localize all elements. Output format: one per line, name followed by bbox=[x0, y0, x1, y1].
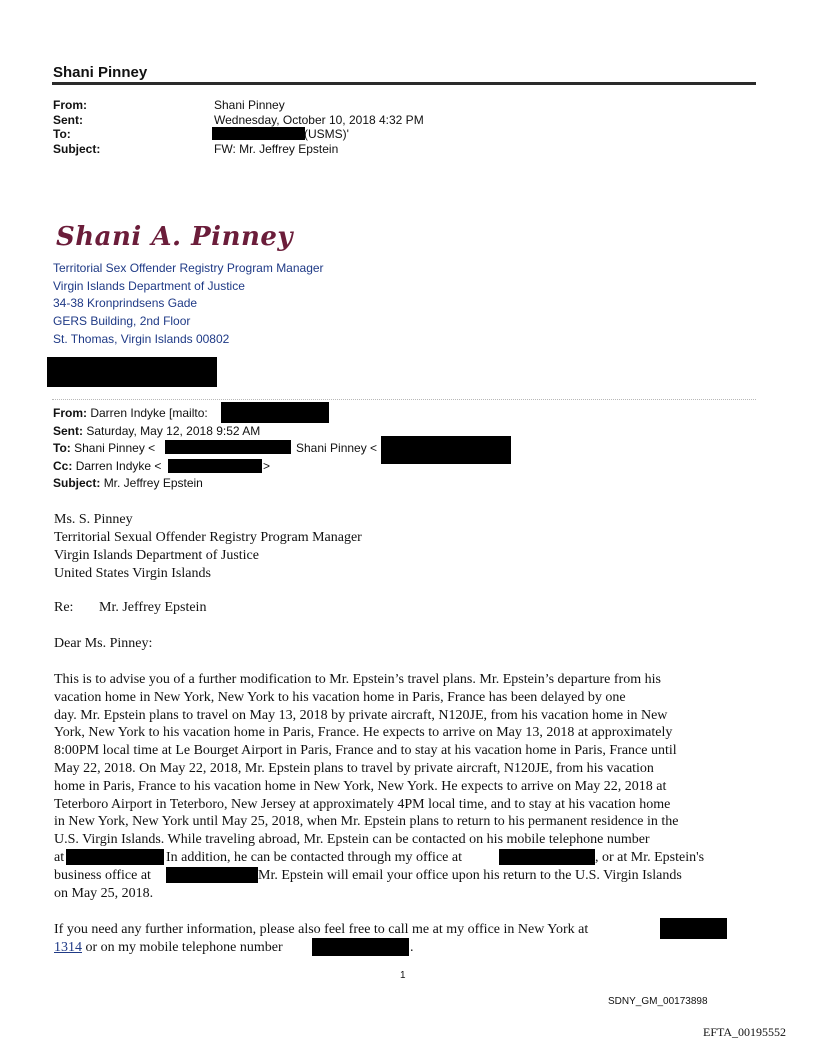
body-line: home in Paris, France to his vacation home in New York, New York. He expects to arrive on May 22, 2018 at bbox=[54, 778, 667, 794]
body-line: May 22, 2018. On May 22, 2018, Mr. Epstein plans to travel by private aircraft, N120JE, from his vacation bbox=[54, 760, 654, 776]
from-value: Shani Pinney bbox=[214, 98, 285, 112]
body-line: 1314 or on my mobile telephone number . bbox=[54, 940, 414, 955]
redaction-block bbox=[221, 402, 329, 423]
redaction-block bbox=[660, 918, 727, 939]
sent-label: Sent: bbox=[53, 112, 83, 127]
to-label: To: bbox=[53, 127, 71, 141]
redaction-block bbox=[165, 440, 291, 454]
body-paragraph-1 bbox=[54, 671, 759, 902]
forwarded-header bbox=[53, 405, 378, 493]
signature-block bbox=[53, 260, 324, 349]
redaction-block bbox=[312, 938, 409, 956]
forwarded-from: From: Darren Indyke [mailto: bbox=[53, 405, 260, 423]
email-header-values bbox=[214, 98, 424, 156]
body-line: 8:00PM local time at Le Bourget Airport in Paris, France and to stay at his vacation home in Paris, France until bbox=[54, 743, 677, 759]
body-line: This is to advise you of a further modification to Mr. Epstein’s travel plans. Mr. Epstein’s departure from his bbox=[54, 672, 661, 687]
body-paragraph-2 bbox=[54, 921, 759, 957]
forwarded-cc: Cc: Darren Indyke < > bbox=[53, 458, 271, 473]
forward-divider bbox=[52, 399, 756, 400]
page-number: 1 bbox=[400, 970, 406, 981]
body-line: at In addition, he can be contacted through my office at , or at Mr. Epstein's bbox=[54, 849, 705, 865]
to-value: (USMS)' bbox=[214, 127, 424, 142]
redaction-block bbox=[168, 459, 262, 473]
address-line: Territorial Sexual Offender Registry Program Manager bbox=[54, 530, 362, 545]
document-header-name: Shani Pinney bbox=[53, 64, 148, 81]
recipient-address bbox=[54, 511, 362, 583]
subject-value: FW: Mr. Jeffrey Epstein bbox=[214, 141, 339, 156]
body-line: vacation home in New York, New York to his vacation home in Paris, France has been delayed by one bbox=[54, 689, 626, 705]
forwarded-to: To: Shani Pinney < Shani Pinney < bbox=[53, 440, 260, 458]
address-line: Virgin Islands Department of Justice bbox=[54, 548, 259, 563]
forwarded-subject: Subject: Mr. Jeffrey Epstein bbox=[53, 476, 203, 490]
signature-script: Shani A. Pinney bbox=[56, 222, 294, 252]
body-line: York, New York to his vacation home in Paris, France. He expects to arrive on May 13, 2018 at approximately bbox=[54, 725, 673, 741]
redaction-block bbox=[47, 357, 217, 387]
bates-number: EFTA_00195552 bbox=[703, 1025, 787, 1039]
re-subject: Mr. Jeffrey Epstein bbox=[99, 600, 207, 615]
signature-title: Territorial Sex Offender Registry Program Manager bbox=[53, 261, 324, 275]
email-header-labels bbox=[53, 98, 100, 156]
redaction-block bbox=[499, 849, 595, 865]
signature-address-3: St. Thomas, Virgin Islands 00802 bbox=[53, 331, 230, 346]
body-line: on May 25, 2018. bbox=[54, 885, 154, 901]
body-line: If you need any further information, please also feel free to call me at my office in New York at bbox=[54, 921, 759, 939]
from-label: From: bbox=[53, 98, 87, 112]
subject-label: Subject: bbox=[53, 141, 101, 156]
header-rule bbox=[52, 82, 756, 85]
forwarded-sent: Sent: Saturday, May 12, 2018 9:52 AM bbox=[53, 423, 261, 438]
signature-org: Virgin Islands Department of Justice bbox=[53, 278, 245, 293]
re-label: Re: bbox=[54, 600, 74, 615]
redaction-block bbox=[381, 436, 511, 464]
address-line: United States Virgin Islands bbox=[54, 566, 211, 581]
re-line bbox=[54, 599, 207, 617]
signature-address-1: 34-38 Kronprindsens Gade bbox=[53, 296, 198, 311]
body-line: business office at Mr. Epstein will email your office upon his return to the U.S. Virgin Islands bbox=[54, 867, 682, 883]
redaction-block bbox=[66, 849, 164, 865]
address-line: Ms. S. Pinney bbox=[54, 512, 133, 527]
salutation: Dear Ms. Pinney: bbox=[54, 636, 153, 651]
phone-link[interactable]: 1314 bbox=[54, 940, 82, 955]
redaction-block bbox=[212, 127, 305, 140]
body-line: Teterboro Airport in Teterboro, New Jersey at approximately 4PM local time, and to stay at his vacation home bbox=[54, 796, 671, 812]
bates-number: SDNY_GM_00173898 bbox=[608, 996, 708, 1007]
body-line: U.S. Virgin Islands. While traveling abroad, Mr. Epstein can be contacted on his mobile telephone number bbox=[54, 832, 650, 848]
signature-address-2: GERS Building, 2nd Floor bbox=[53, 314, 191, 329]
sent-value: Wednesday, October 10, 2018 4:32 PM bbox=[214, 112, 424, 127]
body-line: day. Mr. Epstein plans to travel on May 13, 2018 by private aircraft, N120JE, from his vacation home in New bbox=[54, 707, 668, 723]
redaction-block bbox=[166, 867, 258, 883]
body-line: in New York, New York until May 25, 2018, when Mr. Epstein plans to return to his permanent residence in the bbox=[54, 814, 679, 830]
